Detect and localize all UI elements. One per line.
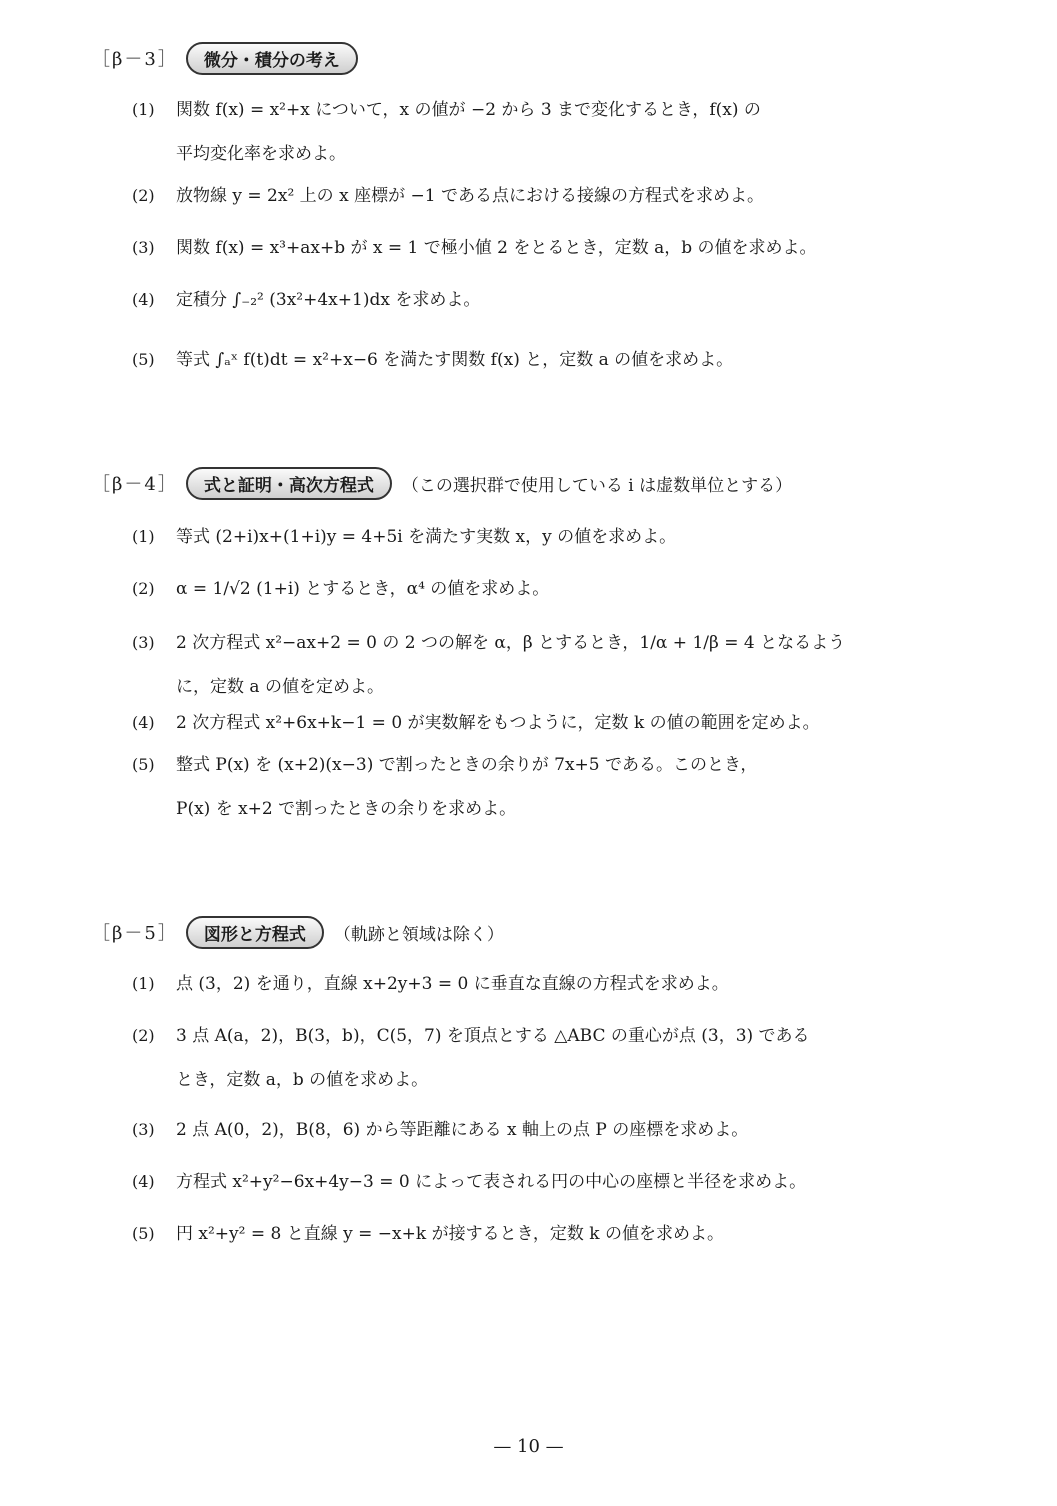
problem-text [176,567,972,611]
problem-number: (3) [132,633,155,652]
problem-text [176,278,972,322]
section-title-badge: 微分・積分の考え [186,42,358,75]
problem-line: とき，定数 a，b の値を求めよ。 [176,1070,429,1090]
problem-text [176,962,972,1006]
problem-text [176,1160,972,1204]
problem-number: (4) [132,713,155,732]
section-title-badge: 図形と方程式 [186,916,324,949]
problem-number: (3) [132,1120,155,1139]
problem-number: (4) [132,290,155,309]
problem-line: 平均変化率を求めよ。 [176,144,346,164]
problem-line: 関数 f(x) = x²+x について，x の値が −2 から 3 まで変化するとき，f(x) の [176,100,761,120]
section-beta-4 [92,465,992,819]
problem-line: 等式 (2+i)x+(1+i)y = 4+5i を満たす実数 x，y の値を求めよ。 [176,527,677,547]
problem-text [176,1212,972,1256]
section-beta-5 [92,914,992,1244]
problem-number: (5) [132,755,155,774]
section-tag: ［β－5］ [92,923,178,944]
problem-number: (1) [132,527,155,546]
problem-line: 円 x²+y² = 8 と直線 y = −x+k が接するとき，定数 k の値を求めよ。 [176,1224,725,1244]
problem-text [176,515,972,559]
section-title-badge: 式と証明・高次方程式 [186,467,392,500]
problem-number: (4) [132,1172,155,1191]
problem-line: 定積分 ∫₋₂² (3x²+4x+1)dx を求めよ。 [176,290,481,310]
problem-number: (5) [132,1224,155,1243]
problem-line: P(x) を x+2 で割ったときの余りを求めよ。 [176,799,517,819]
problem-line: 整式 P(x) を (x+2)(x−3) で割ったときの余りが 7x+5 である。このとき， [176,755,758,775]
problem-number: (1) [132,974,155,993]
problem-line: 点 (3，2) を通り，直線 x+2y+3 = 0 に垂直な直線の方程式を求めよ。 [176,974,729,994]
problem-number: (2) [132,1026,155,1045]
problem-line: 2 点 A(0，2)，B(8，6) から等距離にある x 軸上の点 P の座標を求めよ。 [176,1120,749,1140]
page-number: — 10 — [493,1436,564,1457]
section-header [92,465,992,501]
problem-number: (3) [132,238,155,257]
problem-line: 放物線 y = 2x² 上の x 座標が −1 である点における接線の方程式を求めよ。 [176,186,764,206]
problem-line: 等式 ∫ₐˣ f(t)dt = x²+x−6 を満たす関数 f(x) と，定数 a の値を求めよ。 [176,350,734,370]
problem-text [176,743,972,831]
problem-text [176,621,972,709]
section-beta-3 [92,40,992,370]
section-note: （軌跡と領域は除く） [333,924,504,945]
section-note: （この選択群で使用している i は虚数単位とする） [401,475,793,496]
problem-line: 2 次方程式 x²−ax+2 = 0 の 2 つの解を α，β とするとき，1/α + 1/β = 4 となるよう [176,633,846,653]
section-tag: ［β－4］ [92,474,178,495]
problem-text [176,338,972,382]
problem-text [176,226,972,270]
problem-line: に，定数 a の値を定めよ。 [176,677,384,697]
problem-text [176,1108,972,1152]
problem-line: α = 1/√2 (1+i) とするとき，α⁴ の値を求めよ。 [176,579,550,599]
problem-number: (2) [132,186,155,205]
problem-number: (5) [132,350,155,369]
problem-text [176,174,972,218]
problem-text [176,1014,972,1102]
section-header [92,914,992,950]
problem-line: 3 点 A(a，2)，B(3，b)，C(5，7) を頂点とする △ABC の重心が点 (3，3) である [176,1026,810,1046]
section-tag: ［β－3］ [92,49,178,70]
problem-line: 関数 f(x) = x³+ax+b が x = 1 で極小値 2 をとるとき，定数 a，b の値を求めよ。 [176,238,817,258]
problem-number: (1) [132,100,155,119]
problem-number: (2) [132,579,155,598]
problem-text [176,701,972,745]
problem-line: 方程式 x²+y²−6x+4y−3 = 0 によって表される円の中心の座標と半径を求めよ。 [176,1172,807,1192]
section-header [92,40,992,76]
problem-line: 2 次方程式 x²+6x+k−1 = 0 が実数解をもつように，定数 k の値の範囲を定めよ。 [176,713,820,733]
problem-text [176,88,972,176]
